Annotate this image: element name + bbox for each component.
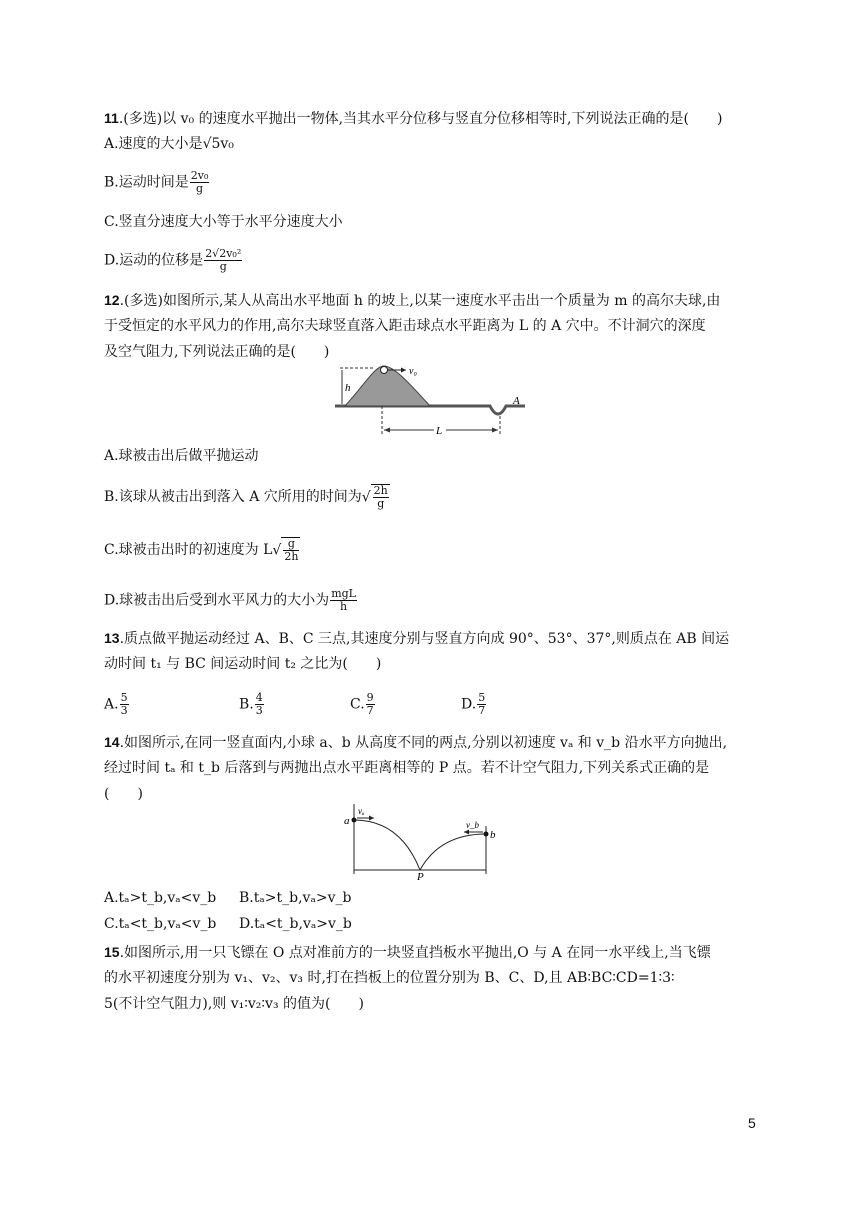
q12-option-b: B.该球从被击出到落入 A 穴所用的时间为√ $\frac{2h}{g}$: [104, 484, 388, 510]
q14-option-c: C.tₐ<t_b,vₐ<v_b: [104, 916, 217, 932]
q14-stem-line3: ( ): [104, 786, 143, 802]
q13-option-a: A. $\frac{5}{3}$: [104, 691, 128, 717]
question-number: 13: [104, 630, 120, 646]
q14-option-b: B.tₐ>t_b,vₐ>v_b: [239, 890, 352, 906]
question-number: 15: [104, 944, 120, 960]
hill-shape: [345, 366, 430, 406]
q11-option-d: D.运动的位移是 $\frac{\text{2√2v₀²}}{g}$: [104, 247, 242, 273]
q14-stem-line2: 经过时间 tₐ 和 t_b 后落到与两抛出点水平距离相等的 P 点。若不计空气阻力,下列关系式正确的是: [104, 760, 710, 776]
fraction: $\frac{5}{3}$: [120, 691, 128, 717]
q12-stem-line2: 于受恒定的水平风力的作用,高尔夫球竖直落入距击球点水平距离为 L 的 A 穴中。不计洞穴的深度: [104, 318, 706, 334]
question-number: 11: [104, 110, 119, 126]
ground-line: [335, 406, 525, 414]
fraction: $\frac{4}{3}$: [255, 691, 263, 717]
q14-option-d: D.tₐ<t_b,vₐ>v_b: [239, 916, 352, 932]
q13-option-c: C. $\frac{9}{7}$: [350, 691, 374, 717]
trajectory-a: [354, 820, 420, 870]
fraction: $\frac{\text{mgL}}{h}$: [331, 587, 356, 613]
golf-ball: [381, 367, 388, 374]
q15-stem-line2: 的水平初速度分别为 v₁、v₂、v₃ 时,打在挡板上的位置分别为 B、C、D,且 AB∶BC∶CD=1∶3∶: [104, 970, 675, 986]
page-number: 5: [748, 1115, 756, 1131]
fraction: $\frac{2h}{g}$: [373, 484, 388, 510]
q12-stem-line1: 12.(多选)如图所示,某人从高出水平地面 h 的坡上,以某一速度水平击出一个质量为 m 的高尔夫球,由: [104, 292, 721, 309]
fraction: $\frac{\text{2√2v₀²}}{g}$: [205, 247, 242, 273]
q12-option-c: C.球被击出时的初速度为 L√ $\frac{g}{2h}$: [104, 537, 299, 563]
label-L: L: [436, 425, 443, 437]
projectile-diagram: [340, 804, 500, 880]
q11-stem: 11.(多选)以 v₀ 的速度水平抛出一物体,当其水平分位移与竖直分位移相等时,下列说法正确的是( ): [104, 110, 723, 127]
q12-option-a: A.球被击出后做平抛运动: [104, 448, 259, 464]
q12-option-d: D.球被击出后受到水平风力的大小为 $\frac{\text{mgL}}{h}$: [104, 587, 356, 613]
q11-option-b: B.运动时间是 $\frac{\text{2v₀}}{g}$: [104, 169, 209, 195]
q13-option-d: D. $\frac{5}{7}$: [461, 691, 486, 717]
fraction: $\frac{9}{7}$: [366, 691, 374, 717]
trajectory-b: [420, 834, 486, 870]
question-number: 14: [104, 734, 120, 750]
golf-diagram: [330, 364, 530, 438]
label-v0: v₀: [409, 366, 417, 377]
label-P: P: [417, 871, 424, 880]
label-a: a: [344, 815, 350, 827]
q14-stem-line1: 14.如图所示,在同一竖直面内,小球 a、b 从高度不同的两点,分别以初速度 vₐ 和 v_b 沿水平方向抛出,: [104, 734, 728, 751]
sqrt-expression: √5: [202, 136, 221, 152]
label-va: vₐ: [358, 806, 365, 816]
sqrt-expression: √ $\frac{2h}{g}$: [361, 484, 388, 510]
q15-stem-line3: 5(不计空气阻力),则 v₁∶v₂∶v₃ 的值为( ): [104, 996, 364, 1012]
q11-option-a: A.速度的大小是√5v₀: [104, 136, 234, 152]
q15-stem-line1: 15.如图所示,用一只飞镖在 O 点对准前方的一块竖直挡板水平抛出,O 与 A 在同一水平线上,当飞镖: [104, 944, 711, 961]
label-A: A: [513, 395, 520, 407]
q13-stem-line2: 动时间 t₁ 与 BC 间运动时间 t₂ 之比为( ): [104, 656, 382, 672]
question-number: 12: [104, 292, 120, 308]
fraction: $\frac{\text{2v₀}}{g}$: [190, 169, 209, 195]
label-b: b: [490, 829, 496, 841]
q12-stem-line3: 及空气阻力,下列说法正确的是( ): [104, 344, 330, 360]
sqrt-expression: √ $\frac{g}{2h}$: [272, 537, 299, 563]
fraction: $\frac{g}{2h}$: [284, 537, 299, 563]
label-h: h: [345, 382, 351, 394]
q13-option-b: B. $\frac{4}{3}$: [239, 691, 263, 717]
fraction: $\frac{5}{7}$: [478, 691, 486, 717]
label-vb: v_b: [466, 820, 479, 830]
q11-option-c: C.竖直分速度大小等于水平分速度大小: [104, 214, 343, 230]
q13-stem-line1: 13.质点做平抛运动经过 A、B、C 三点,其速度分别与竖直方向成 90°、53°、37°,则质点在 AB 间运: [104, 630, 730, 647]
q14-option-a: A.tₐ>t_b,vₐ<v_b: [104, 890, 217, 906]
